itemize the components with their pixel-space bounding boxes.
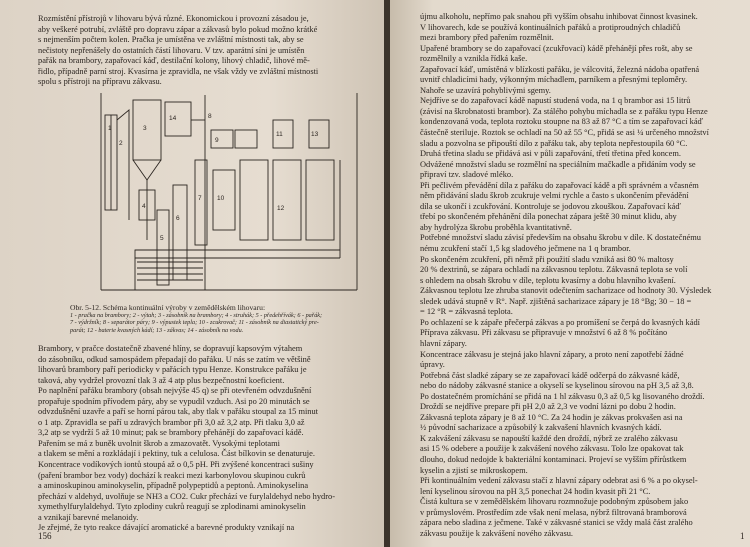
text-line: nebo do nádoby zákvasné stanice a okyselí se kyselinou sírovou na pH 3,5 až 3,8.: [420, 381, 694, 391]
text-line: Rozmístění přístrojů v lihovaru bývá různé. Ekonomickou i provozní zásadou je,: [38, 14, 309, 23]
figure-label: 10: [217, 195, 225, 202]
text-line: Je zřejmé, že tyto reakce dávající aromatické a barevné produkty vznikají na: [38, 523, 295, 533]
text-line: připraví tzv. sladové mléko.: [420, 170, 514, 180]
text-line: Čistá kultura se v zemědělském lihovaru rozmnožuje podobným způsobem jako: [420, 497, 689, 507]
text-line: Zákvasná teplota zápary je 8 až 10 °C. Za 24 hodin je zákvas prokvašen asi na: [420, 412, 683, 422]
figure-label: 11: [276, 131, 283, 138]
process-schematic-figure: [95, 90, 365, 295]
text-line: 20 % dextrinů, se zápara ochladí na zákvasnou teplotu. Zákvasná teplota se volí: [420, 265, 688, 275]
text-line: (paření brambor bez vody) dochází k reakci mezi karbonylovou skupinou cukrů: [38, 470, 306, 480]
right-text: [420, 12, 711, 539]
text-line: Odvážené množství sladu se rozmělní na speciálním mačkadle a přidáním vody se: [420, 159, 696, 169]
text-line: Koncentrace zákvasu je stejná jako hlavní zápary, a proto není zapotřebí žádné: [420, 349, 684, 359]
text-line: a vznikají barevné melanoidy.: [38, 512, 139, 522]
text-line: nečistoty nepřenášely do ostatních částí lihovaru. V tzv. aparátní síni je umístěn: [38, 45, 305, 55]
text-line: zápara nebo sladina z ječmene. Také v zákvasné stanici se vždy malá část zralého: [420, 518, 693, 528]
text-line: Pařením se má z buněk uvolnit škrob a zmazovatět. Vysokými teplotami: [38, 438, 280, 448]
text-line: Koncentrace vodíkových iontů stoupá až o 0,5 pH. Při zvýšené koncentraci sušiny: [38, 460, 314, 470]
text-line: s ohledem na obsah škrobu v díle, teplotu kvasírny a dobu hlavního kvašení.: [420, 275, 676, 285]
figure-label: 6: [176, 215, 180, 222]
text-line: propařuje spodním přívodem páry, aby se vypudil vzduch. Asi po 20 minutách se: [38, 396, 310, 406]
text-line: Zapařovací káď, umístěná v blízkosti pařáku, je válcovitá, železná nádoba opatřená: [420, 64, 700, 74]
caption-title: Obr. 5-12. Schéma kontinuální výroby v zemědělském lihovaru:: [70, 303, 266, 312]
figure-label: 1: [108, 125, 112, 132]
text-line: Potřebné množství sladu závisí především na obsahu škrobu v díle. K dostatečnému: [420, 233, 701, 243]
text-line: spolu s přístroji na přípravu zákvasu.: [38, 77, 162, 87]
figure-label: 2: [119, 140, 123, 147]
page-number: 156: [38, 531, 52, 541]
text-line: 3,2 atp se vydrží 5 až 10 minut; pak se brambory přehánějí do zapařovací kádě.: [38, 428, 304, 438]
text-line: mezi brambory před pařením rozmělnit.: [420, 33, 554, 43]
page-number: 1: [740, 531, 745, 541]
caption-legend-line: 1 - pračka na brambory; 2 - výtah; 3 - zásobník na brambory; 4 - struhák; 5 - předehřívák; 6 - pařák;: [70, 312, 323, 319]
text-line: asi 15 % odebere a použije k zakvášení nového zákvasu. Tolo lze opakovat tak: [420, 444, 684, 454]
text-line: Druhá třetina sladu se přidává asi v půli zapařování, třetí třetina před koncem.: [420, 149, 681, 159]
text-line: aby veškeré potrubí, zvláště pro dopravu zápar a zákvasů bylo pokud možno krátké: [38, 24, 318, 34]
text-line: nému zcukření stačí 1,5 kg sladového ječmene na 1 q brambor.: [420, 244, 631, 254]
text-line: s nejmenším počtem kolen. Pračka je umístěna ve zvláštní místnosti tak, aby se: [38, 35, 304, 45]
figure-label: 9: [215, 137, 219, 144]
text-line: pařák na brambory, zapařovací káď, destilační kolony, lihový chladič, lihové mě-: [38, 56, 310, 66]
text-line: zákvasu použije k zakvášení nového zákvasu.: [420, 528, 574, 538]
text-line: Brambory, v pračce dostatečně zbavené hlíny, se dopravují kapsovým výtahem: [38, 344, 303, 353]
text-line: přechází v aldehyd, uvolňuje se NH3 a CO2. Cukr přechází ve furylaldehyd nebo hydro-: [38, 491, 335, 501]
text-line: taková, aby vydržel provozní tlak 3 až 4 atp plus bezpečnostní koeficient.: [38, 375, 285, 385]
text-line: Zákvasnou teplotu lze zhruba stanovit odečtením sacharizace od hodnoty 30. Výsledek: [420, 286, 712, 296]
text-line: řidlo, případně parní stroj. Kvasírna je zpravidla, ne však vždy ve zvláštní místnosti: [38, 66, 319, 76]
text-line: uvnitř chladicími hady, výkonným míchadlem, parníkem a přesnými teploměry.: [420, 75, 688, 85]
text-line: ½ původní sacharizace a způsobilý k zakvašení hlavních kvasných kádí.: [420, 423, 662, 433]
text-line: xymethylfurylaldehyd. Tyto zplodiny cukrů reagují se zplodinami aminokyselin: [38, 502, 306, 512]
left-top-text: [38, 14, 318, 88]
caption-legend-line: 7 - výdržník; 8 - separátor páry; 9 - výpustek tepla; 10 - zcukrovač; 11 - zásobník na diastatický pre-: [70, 319, 319, 327]
figure-label: 3: [143, 125, 147, 132]
text-line: K zakvášení zákvasu se napouští každé den droždí, nýbrž ze zralého zákvasu: [420, 433, 678, 443]
text-line: Po naplnění pařáku brambory (obsah nejvýše 45 q) se při otevřeném odvzdušnění: [38, 386, 312, 396]
text-line: částečně steriluje. Roztok se ochladí na 50 až 55 °C, přidá se asi ¼ určeného množství: [420, 128, 709, 138]
text-line: sledek udává stupně v R°. Např. zjištěná sacharizace zápary je 18 °Bg; 30 − 18 =: [420, 296, 692, 306]
text-line: aby hydrolýza škrobu proběhla kvantitativně.: [420, 222, 572, 232]
text-line: (závisí na škrobnatosti brambor). Za stálého pohybu míchadla se z pařáku typu Henze: [420, 106, 708, 116]
text-line: Po ochlazení se k zápaře přečerpá zákvas a po promíšení se čerpá do kvasných kádí: [420, 317, 700, 327]
text-line: Nahoře se uzavírá pohyblivými sgemy.: [420, 85, 551, 95]
text-line: lení kyselinou sírovou na pH 3,5 ponechat 24 hodin kvasit při 21 °C.: [420, 486, 651, 496]
text-line: něm přidávání sladu škrob zcukruje velmi rychle a často s ukončením převádění: [420, 191, 689, 201]
figure-label: 8: [208, 113, 212, 120]
text-line: Droždí se nejdříve prepare při pH 2,0 až 2,3 ve vodní lázni po dobu 2 hodin.: [420, 402, 676, 412]
right-page: [390, 0, 750, 547]
figure-label: 13: [311, 131, 319, 138]
text-line: Upařené brambory se do zapařovací (zcukřovací) kádě přehánějí přes rošt, aby se: [420, 43, 693, 53]
text-line: dlouho, dokud nedojde k bakteriální kontaminaci. Projeví se vyšším přírůstkem: [420, 454, 687, 464]
text-line: Při pečlivém převádění díla z pařáku do zapařovací kádě a při správném a včasném: [420, 180, 699, 190]
text-line: Po skončeném zcukření, při němž při použití sladu vzniká asi 80 % maltosy: [420, 254, 674, 264]
text-line: do zásobníku, odkud samospádem přepadají do pařáku. U nás se zatím ve většině: [38, 354, 311, 364]
text-line: kondenzovaná voda, teplota roztoku stoupne na 83 až 87 °C a tím se zapařovací káď: [420, 117, 703, 127]
text-line: díla se ukončí i zcukřování. Kontroluje se jodovou zkouškou. Zapařovací káď: [420, 201, 681, 211]
figure-label: 12: [277, 205, 285, 212]
text-line: kyselin a zjistí se mikroskopem.: [420, 465, 528, 475]
text-line: třebí po skončeném přehánění díla ponechat zápara ještě 30 minut klidu, aby: [420, 212, 677, 222]
text-line: a aminoskupinou aminokyselin, případně polypeptidů a peptonů. Aminokyselina: [38, 481, 309, 491]
text-line: Potřebná část sladké zápary se ze zapařovací kádě odčerpá do zákvasné kádě,: [420, 370, 680, 380]
text-line: Nejdříve se do zapařovací kádě napustí studená voda, na 1 q brambor asi 15 litrů: [420, 96, 691, 106]
figure-label: 14: [169, 115, 177, 122]
text-line: Po dostatečném promíchání se přidá na 1 hl zákvasu 0,3 až 0,5 kg lisovaného droždí.: [420, 391, 705, 401]
figure-label: 5: [160, 235, 164, 242]
left-bottom-text: [38, 344, 335, 534]
text-line: rozmělnily a vznikla řídká kaše.: [420, 54, 528, 64]
caption-legend-line: parát; 12 - baterie kvasných kádí; 13 - zákvas; 14 - zásobník na vodu.: [70, 326, 244, 334]
figure-label: 4: [142, 203, 146, 210]
text-line: úpravy.: [420, 360, 445, 370]
text-line: Příprava zákvasu. Při zákvasu se připravuje v množství 6 až 8 % počítáno: [420, 328, 668, 338]
text-line: = 12 °R = zákvasná teplota.: [420, 307, 513, 317]
text-line: Při kontinuálním vedení zákvasu stačí z hlavní zápary odebrat asi 6 % a po okysel-: [420, 476, 698, 486]
text-line: v průmyslovém. Prostředím zde však není melasa, nýbrž filtrovaná bramborová: [420, 507, 687, 517]
text-line: a tlakem se mění a rozkládají i pektiny, tuk a celulosa. Část bílkovin se denaturuje.: [38, 449, 315, 459]
figure-label: 7: [198, 195, 202, 202]
text-line: V lihovarech, kde se používá kontinuálních pařáků a protiproudných chladičů: [420, 22, 681, 32]
text-line: sladu a pozvolna se připouští dílo z pařáku tak, aby teplota nepřestoupila 60 °C.: [420, 138, 688, 148]
text-line: hlavní zápary.: [420, 338, 467, 348]
figure-caption: [70, 303, 370, 334]
text-line: újmu alkoholu, nepřímo pak snahou při vyšším obsahu inhibovat činnost kvasinek.: [420, 12, 698, 21]
text-line: o 1 atp. Zpravidla se paří u zdravých brambor při 3,0 až 3,2 atp. Při tlaku 3,0 až: [38, 417, 305, 427]
text-line: lihovarů brambory paří periodicky v pařácích typu Henze. Konstrukce pařáku je: [38, 365, 307, 375]
text-line: odvzdušnění uzavře a paří se horní párou tak, aby tlak v pařáku stoupal za 15 minut: [38, 407, 319, 417]
